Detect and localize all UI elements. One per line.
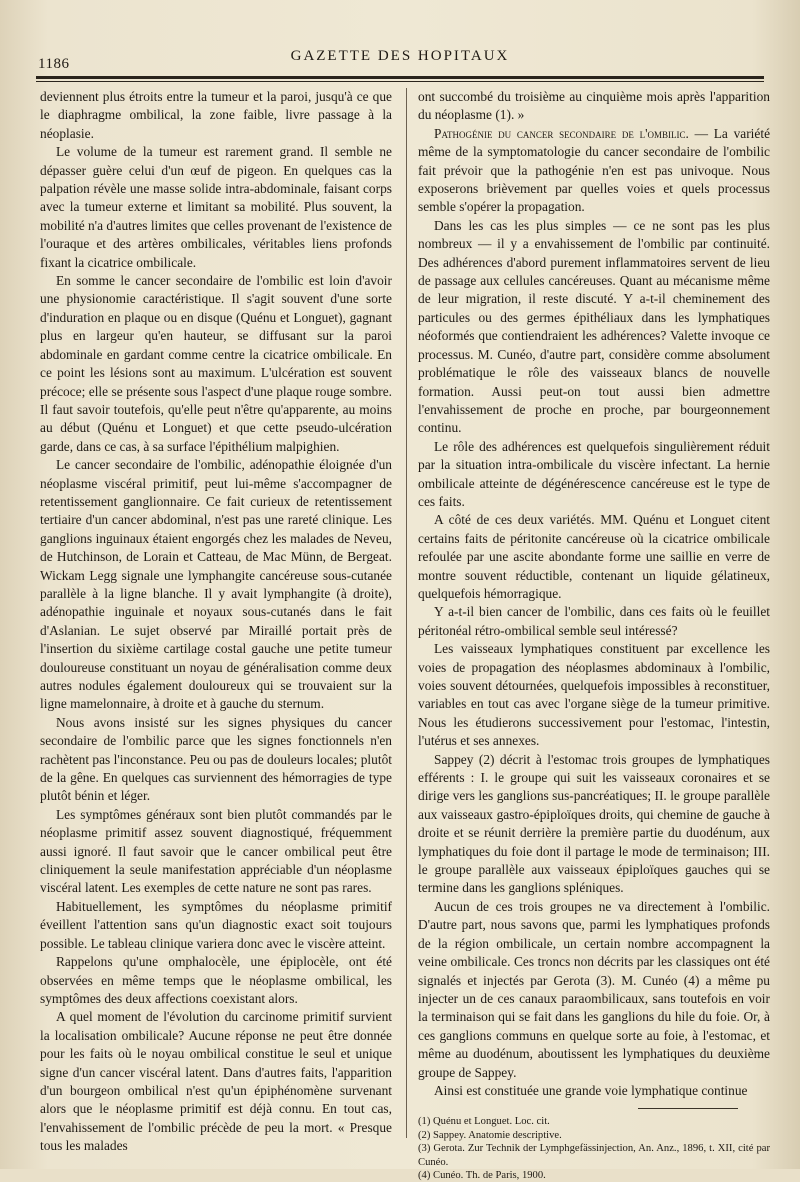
running-title: GAZETTE DES HOPITAUX [290,48,510,64]
page-header [38,48,762,72]
header-rule-thin [36,81,764,82]
paragraph: Sappey (2) décrit à l'estomac trois groupes de lymphatiques efférents : I. le groupe qui suit les vaisseaux coronaires et se dirige vers les ganglions sus-pancréatiques; II. le groupe parallèle aux vaisseaux gastro-épiploïques droits, qui chemine de gauche à droite et se réunit derrière la première partie du duodénum, aux lymphatiques du foie dont il partage le mode de terminaison; III. le groupe parallèle aux vaisseaux épiploïques gauches qui se termine dans les ganglions spléniques. [418,751,770,896]
footnote: (1) Quénu et Longuet. Loc. cit. [418,1116,550,1128]
right-column [418,88,770,1182]
paragraph: Y a-t-il bien cancer de l'ombilic, dans ces faits où le feuillet péritonéal rétro-ombilical semble seul intéressé? [418,604,770,638]
section-heading: Pathogénie du cancer secondaire de l'ombilic. [434,125,689,141]
section-paragraph [418,125,770,217]
section-text: — La variété même de la symptomatologie du cancer secondaire de l'ombilic fait prévoir que la pathogénie n'en est pas univoque. Nous exposerons brièvement par quelles voies et quels processus semble s'opérer la propagation. [418,125,771,215]
paragraph: A quel moment de l'évolution du carcinome primitif survient la localisation ombilicale? Aucune réponse ne peut être donnée pour les faits où le noyau ombilical constitue le seul et unique signe d'un cancer viscéral latent. Dans d'autres faits, l'apparition d'un bourgeon ombilical n'est qu'un épiphénomène survenant alors que le néoplasme primitif est déjà connu. En tout cas, l'envahissement de l'ombilic précède de peu la mort. « Presque tous les malades [40,1009,392,1154]
header-rule-thick [36,76,764,79]
footnote-rule [638,1108,738,1109]
paragraph: Le volume de la tumeur est rarement grand. Il semble ne dépasser guère celui d'un œuf de pigeon. En quelques cas la palpation révèle une masse solide intra-abdominale, faisant corps avec la tumeur externe et limitant sa mobilité. Plus souvent, la mobilité n'a d'autres limites que celles provenant de l'existence de l'ouraque et des artères ombilicales, véritables liens profonds fixant la cicatrice ombilicale. [40,144,392,270]
paragraph: Le cancer secondaire de l'ombilic, adénopathie éloignée d'un néoplasme viscéral primitif, peut lui-même s'accompagner de retentissement ganglionnaire. Ce fait curieux de retentissement tertiaire d'un cancer abdominal, n'est pas une rareté clinique. Les ganglions inguinaux étaient engorgés chez les malades de Neveu, de Hutchinson, de Lorain et Catteau, de Mac Münn, de Bergeat. Wickam Legg signale une lymphangite cancéreuse sous-cutanée parallèle à la ligne blanche. Il y avait lymphangite (à droite), adénopathie inguinale et noyaux sous-cutanés dans le fait d'Aslanian. Le sujet observé par Miraillé portait près de l'insertion du sixième cartilage costal gauche une petite tumeur douloureuse constituant un noyau de généralisation comme deux autres nodules également douloureux qui se trouvaient sur la ligne mamelonnaire, à droite et à gauche du sternum. [40,457,392,712]
paragraph: Rappelons qu'une omphalocèle, une épiplocèle, ont été observées en même temps que le néoplasme ombilical, les symptômes des deux affections coexistant alors. [40,954,392,1006]
paragraph: ont succombé du troisième au cinquième mois après l'apparition du néoplasme (1). » [418,89,770,123]
paragraph: Aucun de ces trois groupes ne va directement à l'ombilic. D'autre part, nous savons que, parmi les lymphatiques profonds de la région ombilicale, un certain nombre accompagnent la veine ombilicale. Ces troncs non décrits par les classiques ont été signalés et injectés par Gerota (3). M. Cunéo (4) a même pu injecter un de ces canaux paraombilicaux, sans toutefois en voir la terminaison qui se fait dans les ganglions du hile du foie. Or, à ces ganglions communs en quelque sorte au foie, à l'estomac, et même au duodénum, aboutissent les lymphatiques du deuxième groupe de Sappey. [418,898,770,1080]
footnote: (2) Sappey. Anatomie descriptive. [418,1129,562,1141]
paragraph: Le rôle des adhérences est quelquefois singulièrement réduit par la situation intra-ombilicale du viscère infectant. La hernie ombilicale atteinte de dégénérescence cancéreuse est le type de ces faits. [418,438,770,509]
column-divider [406,88,407,1138]
paragraph: Dans les cas les plus simples — ce ne sont pas les plus nombreux — il y a envahissement de l'ombilic par continuité. Des adhérences d'abord purement inflammatoires servent de lieu de passage aux cellules cancéreuses. Quant au mécanisme même de leur migration, il reste discuté. Y a-t-il cheminement des particules ou des germes épithéliaux dans les lymphatiques néoformés que contiendraient les adhérences? Valette invoque ce processus. M. Cunéo, d'autre part, considère comme absolument problématique le rôle des vaisseaux blancs de nouvelle formation. Aussi peut-on tout aussi bien admettre l'envahissement de proche en proche, par bourgeonnement continu. [418,217,770,436]
paragraph: A côté de ces deux variétés. MM. Quénu et Longuet citent certains faits de péritonite cancéreuse où la cicatrice ombilicale refoulée par une ascite abondante forme une saillie en verre de montre souvent réductible, contenant un liquide gélatineux, quelquefois hémorragique. [418,512,770,601]
paragraph: Les symptômes généraux sont bien plutôt commandés par le néoplasme primitif assez souvent diagnostiqué, fréquemment aussi ignoré. Il faut savoir que le cancer ombilical peut être cliniquement la seule manifestation appréciable d'un néoplasme viscéral latent. Les exemples de cette nature ne sont pas rares. [40,806,392,896]
paragraph: Ainsi est constituée une grande voie lymphatique continue [434,1082,748,1098]
paragraph: Nous avons insisté sur les signes physiques du cancer secondaire de l'ombilic parce que les signes fonctionnels n'en rachètent pas l'inconstance. Peu ou pas de douleurs locales; plutôt de la gêne. En quelques cas surviennent des hémorragies de type plutôt bénin et léger. [40,714,392,804]
paragraph: Habituellement, les symptômes du néoplasme primitif éveillent l'attention sans qu'un diagnostic exact soit toujours possible. Le tableau clinique variera donc avec le viscère atteint. [40,898,392,951]
left-column [40,88,392,1156]
paragraph: Les vaisseaux lymphatiques constituent par excellence les voies de propagation des néoplasmes abdominaux à l'ombilic, voies souvent détournées, quelquefois impossibles à reconstituer, variables en tout cas avec l'organe siège de la tumeur primitive. Nous les étudierons successivement pour l'estomac, l'intestin, l'utérus et ses annexes. [418,641,770,749]
footnote: (3) Gerota. Zur Technik der Lymphgefässinjection, An. Anz., 1896, t. XII, cité par Cunéo. [418,1143,770,1168]
footnote: (4) Cunéo. Th. de Paris, 1900. [418,1169,546,1181]
footnotes [418,1115,770,1182]
page-number: 1186 [38,56,70,72]
paragraph: En somme le cancer secondaire de l'ombilic est loin d'avoir une physionomie caractéristique. Il s'agit souvent d'une sorte d'induration en plaque ou en disque (Quénu et Longuet), gagnant plus en largeur qu'en hauteur, se diffusant sur la paroi abdominale en gardant comme centre la cicatrice ombilicale. En ce point les lésions sont au maximum. L'ulcération est souvent précoce; elle se présente sous l'aspect d'une plaque rouge sombre. Il faut savoir toutefois, qu'elle peut n'être qu'apparente, au moins au début (Quénu et Longuet) et que cette pseudo-ulcération garde, dans ce cas, à sa surface l'épithélium malpighien. [40,273,392,454]
paragraph: deviennent plus étroits entre la tumeur et la paroi, jusqu'à ce que le diaphragme ombilical, la zone faible, livre passage à la néoplasie. [40,89,392,141]
